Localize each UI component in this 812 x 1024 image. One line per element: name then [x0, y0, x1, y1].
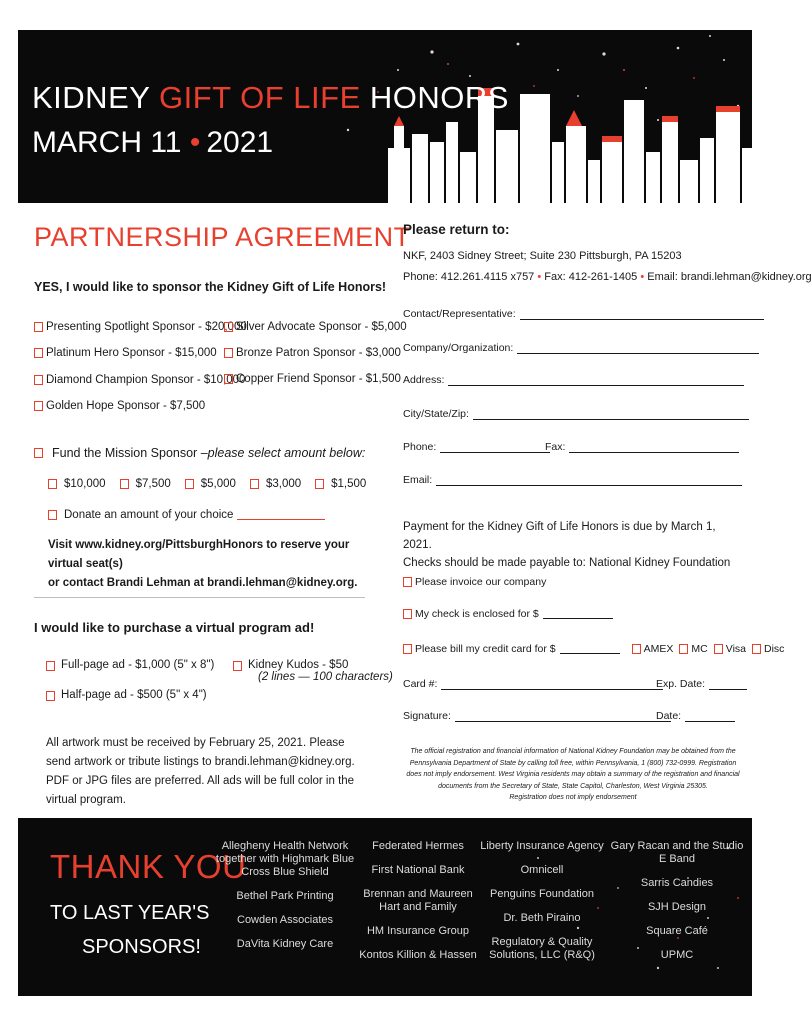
checkbox[interactable] [403, 609, 412, 619]
return-address: NKF, 2403 Sidney Street; Suite 230 Pittsburgh, PA 15203 [403, 250, 682, 262]
checkbox[interactable] [250, 479, 259, 489]
sponsor-column-3 [480, 840, 604, 962]
sponsor-option[interactable]: Presenting Spotlight Sponsor - $20,000 [34, 321, 247, 333]
sponsor-name: Kontos Killion & Hassen [359, 949, 477, 961]
checkbox[interactable] [224, 322, 233, 332]
thank-you-line2: SPONSORS! [82, 936, 201, 958]
checkbox[interactable] [48, 479, 57, 489]
sponsor-name: Dr. Beth Piraino [503, 912, 581, 924]
amount-option[interactable]: $1,500 [315, 478, 366, 490]
sponsor-name: Federated Hermes [372, 840, 464, 852]
kidney-kudos-option[interactable]: Kidney Kudos - $50 (2 lines — 100 characters) [233, 659, 393, 683]
email-field[interactable]: Email: [403, 474, 742, 486]
sponsor-option[interactable]: Copper Friend Sponsor - $1,500 [224, 373, 401, 385]
thank-you-banner [18, 818, 752, 996]
sponsor-option[interactable]: Diamond Champion Sponsor - $10,000 [34, 374, 245, 386]
signature-field[interactable]: Signature: [403, 710, 671, 722]
sponsor-name: Gary Racan and the Studio E Band [610, 840, 744, 865]
checkbox[interactable] [34, 375, 43, 385]
sponsor-name: Allegheny Health Network together with Highmark Blue Cross Blue Shield [215, 840, 355, 878]
sponsor-name: DaVita Kidney Care [236, 938, 334, 950]
header-banner [18, 30, 752, 203]
checkbox[interactable] [46, 691, 55, 701]
sponsor-intro: YES, I would like to sponsor the Kidney Gift of Life Honors! [34, 280, 387, 294]
checkbox[interactable] [224, 374, 233, 384]
partnership-title: PARTNERSHIP AGREEMENT [34, 222, 411, 252]
sponsor-column-4 [606, 840, 748, 962]
sponsor-name: Omnicell [520, 864, 564, 876]
fund-mission-option[interactable]: Fund the Mission Sponsor – please select amount below: [34, 446, 365, 460]
sponsor-name: HM Insurance Group [366, 925, 470, 937]
date-field[interactable]: Date: [656, 710, 735, 722]
checkbox[interactable] [120, 479, 129, 489]
checkbox[interactable] [34, 322, 43, 332]
checkbox[interactable] [224, 348, 233, 358]
ad-purchase-title: I would like to purchase a virtual program ad! [34, 620, 315, 635]
amount-options [48, 478, 366, 490]
checkbox[interactable] [233, 661, 242, 671]
return-title: Please return to: [403, 222, 510, 237]
amount-option[interactable]: $3,000 [250, 478, 301, 490]
checkbox[interactable] [46, 661, 55, 671]
city-skyline-graphic [18, 30, 752, 203]
checkbox[interactable] [34, 448, 43, 458]
sponsor-option[interactable]: Silver Advocate Sponsor - $5,000 [224, 321, 407, 333]
invoice-option[interactable]: Please invoice our company [403, 576, 546, 588]
divider [34, 597, 365, 598]
sponsor-name: Cowden Associates [237, 914, 333, 926]
checkbox[interactable] [403, 644, 412, 654]
donate-custom-option[interactable]: Donate an amount of your choice [48, 509, 325, 521]
sponsor-name: Square Café [646, 925, 708, 937]
checkbox[interactable] [48, 510, 57, 520]
sponsor-name: Penguins Foundation [490, 888, 594, 900]
half-page-ad-option[interactable]: Half-page ad - $500 (5" x 4") [46, 689, 207, 701]
thank-you-line1: TO LAST YEAR'S [50, 902, 210, 924]
full-page-ad-option[interactable]: Full-page ad - $1,000 (5" x 8") [46, 659, 214, 671]
sponsor-option[interactable]: Bronze Patron Sponsor - $3,000 [224, 347, 401, 359]
checkbox[interactable] [34, 401, 43, 411]
card-amex[interactable]: AMEX [632, 643, 674, 655]
sponsor-name: UPMC [660, 949, 694, 961]
event-date: MARCH 11 • 2021 [32, 126, 274, 159]
checkbox[interactable] [403, 577, 412, 587]
fax-field[interactable]: Fax: [545, 441, 739, 453]
checkbox[interactable] [315, 479, 324, 489]
payment-info: Payment for the Kidney Gift of Life Honors is due by March 1, 2021. Checks should be made payable to: National Kidney Foundation [403, 521, 731, 569]
check-enclosed-option[interactable]: My check is enclosed for $ [403, 608, 613, 620]
sponsor-name: Brennan and Maureen Hart and Family [363, 888, 473, 913]
contact-field[interactable]: Contact/Representative: [403, 308, 764, 320]
sponsor-option[interactable]: Platinum Hero Sponsor - $15,000 [34, 347, 217, 359]
sponsor-column-1 [214, 840, 356, 951]
sponsor-option[interactable]: Golden Hope Sponsor - $7,500 [34, 400, 205, 412]
amount-option[interactable]: $7,500 [120, 478, 171, 490]
visit-info: Visit www.kidney.org/PittsburghHonors to reserve your virtual seat(s) or contact Brandi Lehman at brandi.lehman@kidney.org. [48, 539, 358, 589]
address-field[interactable]: Address: [403, 374, 744, 386]
sponsor-name: Regulatory & Quality Solutions, LLC (R&Q) [489, 936, 595, 961]
sponsor-name: SJH Design [647, 901, 707, 913]
company-field[interactable]: Company/Organization: [403, 342, 759, 354]
return-contact: Phone: 412.261.4115 x757 • Fax: 412-261-1405 • Email: brandi.lehman@kidney.org [403, 271, 812, 283]
credit-card-option[interactable]: Please bill my credit card for $ AMEX MC Visa Disc [403, 643, 784, 655]
sponsor-section [34, 222, 411, 806]
card-visa[interactable]: Visa [714, 643, 746, 655]
sponsor-name: First National Bank [371, 864, 465, 876]
sponsor-name: Sarris Candies [640, 877, 714, 889]
phone-field[interactable]: Phone: [403, 441, 550, 453]
sponsor-name: Bethel Park Printing [236, 890, 334, 902]
sponsor-column-2 [358, 840, 478, 962]
card-number-field[interactable]: Card #: [403, 678, 663, 690]
checkbox[interactable] [185, 479, 194, 489]
card-type-options [632, 643, 785, 655]
amount-option[interactable]: $10,000 [48, 478, 106, 490]
card-disc[interactable]: Disc [752, 643, 784, 655]
card-mc[interactable]: MC [679, 643, 707, 655]
checkbox[interactable] [34, 348, 43, 358]
exp-date-field[interactable]: Exp. Date: [656, 678, 747, 690]
amount-option[interactable]: $5,000 [185, 478, 236, 490]
city-state-zip-field[interactable]: City/State/Zip: [403, 408, 749, 420]
thank-you-title: THANK YOU [50, 848, 247, 885]
event-title: KIDNEY GIFT OF LIFE HONORS [32, 80, 509, 115]
artwork-instructions: All artwork must be received by February 25, 2021. Please send artwork or tribute listings to brandi.lehman@kidney.org. PDF or JPG files are preferred. All ads will be full color in the virtual program. [46, 737, 355, 806]
sponsor-name: Liberty Insurance Agency [480, 840, 604, 852]
return-form-section [403, 222, 812, 801]
donate-amount-field[interactable] [237, 510, 325, 520]
legal-disclaimer: The official registration and financial information of National Kidney Foundation may be obtained from the Pennsylvania Department of State by calling toll free, within Pennsylvania, 1 (800) 732-0999. Registration does not imply endorsement. West Virginia residents may obtain a summary of the registration and financial documents from the Secretary of State, State Capitol, Charleston, West Virginia 25305. Registration does not imply endorsement [406, 748, 740, 801]
